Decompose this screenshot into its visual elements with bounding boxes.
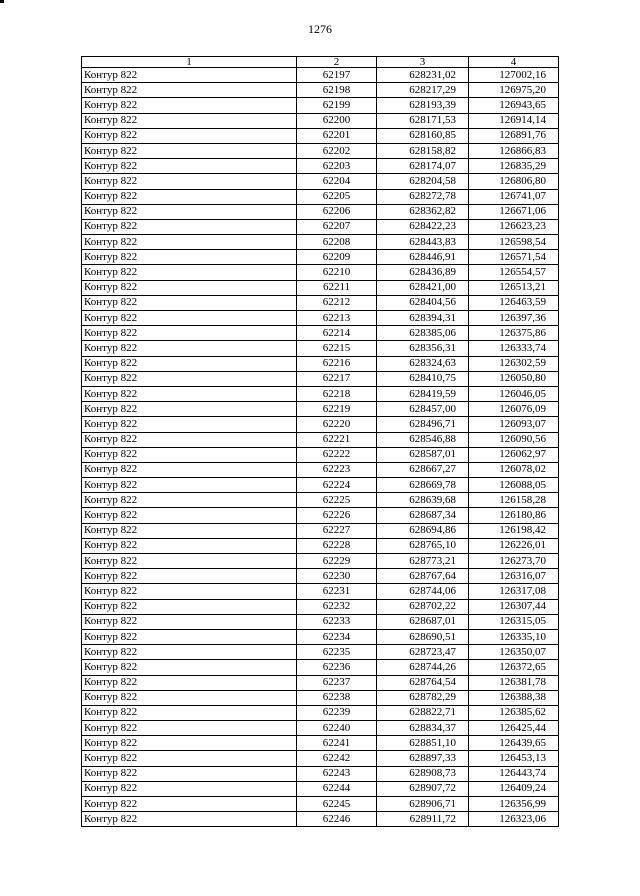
table-row [82,478,559,493]
y-coordinate-cell: 126513,21 [469,280,559,295]
x-coordinate-cell: 628687,01 [377,614,469,629]
table-row [82,447,559,462]
x-coordinate-cell: 628767,64 [377,569,469,584]
x-coordinate-cell: 628404,56 [377,295,469,310]
column-header: 4 [469,57,559,68]
table-row [82,128,559,143]
table-row [82,584,559,599]
contour-name-cell: Контур 822 [82,447,297,462]
point-number-cell: 62221 [297,432,377,447]
contour-name-cell: Контур 822 [82,295,297,310]
x-coordinate-cell: 628204,58 [377,174,469,189]
point-number-cell: 62223 [297,462,377,477]
y-coordinate-cell: 126078,02 [469,462,559,477]
y-coordinate-cell: 126835,29 [469,159,559,174]
table-row [82,265,559,280]
contour-name-cell: Контур 822 [82,417,297,432]
point-number-cell: 62230 [297,569,377,584]
y-coordinate-cell: 126453,13 [469,751,559,766]
table-row [82,675,559,690]
table-row [82,113,559,128]
x-coordinate-cell: 628174,07 [377,159,469,174]
point-number-cell: 62246 [297,812,377,827]
point-number-cell: 62211 [297,280,377,295]
x-coordinate-cell: 628446,91 [377,250,469,265]
table-row [82,386,559,401]
column-header: 2 [297,57,377,68]
x-coordinate-cell: 628639,68 [377,493,469,508]
table-row [82,83,559,98]
y-coordinate-cell: 126350,07 [469,645,559,660]
table-row [82,356,559,371]
contour-name-cell: Контур 822 [82,113,297,128]
contour-name-cell: Контур 822 [82,629,297,644]
x-coordinate-cell: 628419,59 [377,386,469,401]
contour-name-cell: Контур 822 [82,250,297,265]
y-coordinate-cell: 126050,80 [469,371,559,386]
point-number-cell: 62212 [297,295,377,310]
point-number-cell: 62243 [297,766,377,781]
x-coordinate-cell: 628422,23 [377,219,469,234]
contour-name-cell: Контур 822 [82,386,297,401]
table-row [82,766,559,781]
table-row [82,159,559,174]
point-number-cell: 62229 [297,554,377,569]
contour-name-cell: Контур 822 [82,781,297,796]
y-coordinate-cell: 126891,76 [469,128,559,143]
point-number-cell: 62225 [297,493,377,508]
contour-name-cell: Контур 822 [82,143,297,158]
contour-name-cell: Контур 822 [82,599,297,614]
x-coordinate-cell: 628773,21 [377,554,469,569]
x-coordinate-cell: 628744,06 [377,584,469,599]
y-coordinate-cell: 126598,54 [469,235,559,250]
x-coordinate-cell: 628694,86 [377,523,469,538]
column-header: 1 [82,57,297,68]
table-row [82,569,559,584]
point-number-cell: 62203 [297,159,377,174]
table-row [82,629,559,644]
table-row [82,508,559,523]
point-number-cell: 62238 [297,690,377,705]
contour-name-cell: Контур 822 [82,98,297,113]
x-coordinate-cell: 628667,27 [377,462,469,477]
x-coordinate-cell: 628356,31 [377,341,469,356]
table-row [82,341,559,356]
point-number-cell: 62236 [297,660,377,675]
contour-name-cell: Контур 822 [82,569,297,584]
table-row [82,705,559,720]
table-row [82,189,559,204]
x-coordinate-cell: 628546,88 [377,432,469,447]
y-coordinate-cell: 126397,36 [469,311,559,326]
contour-name-cell: Контур 822 [82,614,297,629]
contour-name-cell: Контур 822 [82,204,297,219]
x-coordinate-cell: 628834,37 [377,721,469,736]
y-coordinate-cell: 126425,44 [469,721,559,736]
point-number-cell: 62240 [297,721,377,736]
point-number-cell: 62205 [297,189,377,204]
point-number-cell: 62200 [297,113,377,128]
table-body [82,57,559,827]
x-coordinate-cell: 628723,47 [377,645,469,660]
point-number-cell: 62226 [297,508,377,523]
y-coordinate-cell: 126463,59 [469,295,559,310]
contour-name-cell: Контур 822 [82,402,297,417]
y-coordinate-cell: 126180,86 [469,508,559,523]
contour-name-cell: Контур 822 [82,311,297,326]
point-number-cell: 62209 [297,250,377,265]
x-coordinate-cell: 628231,02 [377,68,469,83]
x-coordinate-cell: 628272,78 [377,189,469,204]
table-row [82,493,559,508]
contour-name-cell: Контур 822 [82,584,297,599]
x-coordinate-cell: 628496,71 [377,417,469,432]
point-number-cell: 62214 [297,326,377,341]
table-row [82,219,559,234]
table-row [82,417,559,432]
y-coordinate-cell: 126554,57 [469,265,559,280]
point-number-cell: 62199 [297,98,377,113]
x-coordinate-cell: 628744,26 [377,660,469,675]
point-number-cell: 62213 [297,311,377,326]
table-row [82,68,559,83]
y-coordinate-cell: 126323,06 [469,812,559,827]
contour-name-cell: Контур 822 [82,721,297,736]
y-coordinate-cell: 126062,97 [469,447,559,462]
contour-name-cell: Контур 822 [82,68,297,83]
point-number-cell: 62210 [297,265,377,280]
contour-name-cell: Контур 822 [82,660,297,675]
x-coordinate-cell: 628193,39 [377,98,469,113]
y-coordinate-cell: 126409,24 [469,781,559,796]
y-coordinate-cell: 126975,20 [469,83,559,98]
y-coordinate-cell: 127002,16 [469,68,559,83]
x-coordinate-cell: 628457,00 [377,402,469,417]
x-coordinate-cell: 628907,72 [377,781,469,796]
contour-name-cell: Контур 822 [82,797,297,812]
table-row [82,295,559,310]
y-coordinate-cell: 126806,80 [469,174,559,189]
point-number-cell: 62202 [297,143,377,158]
page-number: 1276 [308,22,332,36]
y-coordinate-cell: 126317,08 [469,584,559,599]
y-coordinate-cell: 126914,14 [469,113,559,128]
contour-name-cell: Контур 822 [82,462,297,477]
x-coordinate-cell: 628324,63 [377,356,469,371]
x-coordinate-cell: 628394,31 [377,311,469,326]
x-coordinate-cell: 628822,71 [377,705,469,720]
point-number-cell: 62208 [297,235,377,250]
point-number-cell: 62218 [297,386,377,401]
y-coordinate-cell: 126375,86 [469,326,559,341]
contour-name-cell: Контур 822 [82,523,297,538]
point-number-cell: 62239 [297,705,377,720]
table-row [82,660,559,675]
point-number-cell: 62220 [297,417,377,432]
y-coordinate-cell: 126307,44 [469,599,559,614]
x-coordinate-cell: 628587,01 [377,447,469,462]
contour-name-cell: Контур 822 [82,235,297,250]
contour-name-cell: Контур 822 [82,83,297,98]
y-coordinate-cell: 126356,99 [469,797,559,812]
y-coordinate-cell: 126093,07 [469,417,559,432]
y-coordinate-cell: 126388,38 [469,690,559,705]
contour-name-cell: Контур 822 [82,751,297,766]
contour-name-cell: Контур 822 [82,538,297,553]
y-coordinate-cell: 126088,05 [469,478,559,493]
table-row [82,751,559,766]
x-coordinate-cell: 628690,51 [377,629,469,644]
contour-name-cell: Контур 822 [82,356,297,371]
x-coordinate-cell: 628764,54 [377,675,469,690]
point-number-cell: 62245 [297,797,377,812]
x-coordinate-cell: 628160,85 [377,128,469,143]
y-coordinate-cell: 126671,06 [469,204,559,219]
column-header: 3 [377,57,469,68]
y-coordinate-cell: 126439,65 [469,736,559,751]
y-coordinate-cell: 126741,07 [469,189,559,204]
x-coordinate-cell: 628421,00 [377,280,469,295]
x-coordinate-cell: 628765,10 [377,538,469,553]
contour-name-cell: Контур 822 [82,736,297,751]
point-number-cell: 62216 [297,356,377,371]
table-row [82,554,559,569]
contour-name-cell: Контур 822 [82,554,297,569]
y-coordinate-cell: 126443,74 [469,766,559,781]
table-row [82,432,559,447]
x-coordinate-cell: 628217,29 [377,83,469,98]
y-coordinate-cell: 126273,70 [469,554,559,569]
table-row [82,98,559,113]
x-coordinate-cell: 628669,78 [377,478,469,493]
y-coordinate-cell: 126385,62 [469,705,559,720]
table-row [82,523,559,538]
table-row [82,371,559,386]
x-coordinate-cell: 628687,34 [377,508,469,523]
x-coordinate-cell: 628908,73 [377,766,469,781]
contour-name-cell: Контур 822 [82,508,297,523]
table-row [82,311,559,326]
point-number-cell: 62204 [297,174,377,189]
point-number-cell: 62234 [297,629,377,644]
y-coordinate-cell: 126372,65 [469,660,559,675]
x-coordinate-cell: 628782,29 [377,690,469,705]
contour-name-cell: Контур 822 [82,371,297,386]
contour-name-cell: Контур 822 [82,128,297,143]
coordinates-table [81,56,559,827]
table-row [82,174,559,189]
y-coordinate-cell: 126333,74 [469,341,559,356]
y-coordinate-cell: 126090,56 [469,432,559,447]
y-coordinate-cell: 126076,09 [469,402,559,417]
y-coordinate-cell: 126198,42 [469,523,559,538]
table-row [82,797,559,812]
contour-name-cell: Контур 822 [82,265,297,280]
point-number-cell: 62219 [297,402,377,417]
contour-name-cell: Контур 822 [82,690,297,705]
point-number-cell: 62237 [297,675,377,690]
y-coordinate-cell: 126866,83 [469,143,559,158]
x-coordinate-cell: 628436,89 [377,265,469,280]
table-row [82,736,559,751]
point-number-cell: 62241 [297,736,377,751]
x-coordinate-cell: 628911,72 [377,812,469,827]
contour-name-cell: Контур 822 [82,219,297,234]
table-row [82,721,559,736]
point-number-cell: 62215 [297,341,377,356]
point-number-cell: 62201 [297,128,377,143]
x-coordinate-cell: 628362,82 [377,204,469,219]
x-coordinate-cell: 628385,06 [377,326,469,341]
table-header-row [82,57,559,68]
point-number-cell: 62206 [297,204,377,219]
point-number-cell: 62228 [297,538,377,553]
table-row [82,143,559,158]
table-row [82,204,559,219]
contour-name-cell: Контур 822 [82,326,297,341]
table-row [82,326,559,341]
table-row [82,250,559,265]
contour-name-cell: Контур 822 [82,174,297,189]
x-coordinate-cell: 628158,82 [377,143,469,158]
contour-name-cell: Контур 822 [82,280,297,295]
table-row [82,812,559,827]
table-row [82,690,559,705]
y-coordinate-cell: 126158,28 [469,493,559,508]
contour-name-cell: Контур 822 [82,705,297,720]
y-coordinate-cell: 126226,01 [469,538,559,553]
contour-name-cell: Контур 822 [82,812,297,827]
point-number-cell: 62235 [297,645,377,660]
corner-mark [0,0,4,3]
point-number-cell: 62198 [297,83,377,98]
y-coordinate-cell: 126316,07 [469,569,559,584]
x-coordinate-cell: 628906,71 [377,797,469,812]
y-coordinate-cell: 126315,05 [469,614,559,629]
table-row [82,280,559,295]
x-coordinate-cell: 628851,10 [377,736,469,751]
y-coordinate-cell: 126623,23 [469,219,559,234]
contour-name-cell: Контур 822 [82,645,297,660]
point-number-cell: 62197 [297,68,377,83]
table-row [82,599,559,614]
x-coordinate-cell: 628443,83 [377,235,469,250]
x-coordinate-cell: 628702,22 [377,599,469,614]
table-row [82,614,559,629]
table-row [82,235,559,250]
contour-name-cell: Контур 822 [82,493,297,508]
table-row [82,462,559,477]
y-coordinate-cell: 126302,59 [469,356,559,371]
point-number-cell: 62217 [297,371,377,386]
point-number-cell: 62233 [297,614,377,629]
contour-name-cell: Контур 822 [82,341,297,356]
contour-name-cell: Контур 822 [82,432,297,447]
y-coordinate-cell: 126381,78 [469,675,559,690]
table-row [82,781,559,796]
x-coordinate-cell: 628897,33 [377,751,469,766]
point-number-cell: 62232 [297,599,377,614]
x-coordinate-cell: 628410,75 [377,371,469,386]
point-number-cell: 62224 [297,478,377,493]
y-coordinate-cell: 126046,05 [469,386,559,401]
point-number-cell: 62242 [297,751,377,766]
table-row [82,538,559,553]
contour-name-cell: Контур 822 [82,675,297,690]
point-number-cell: 62222 [297,447,377,462]
y-coordinate-cell: 126571,54 [469,250,559,265]
y-coordinate-cell: 126943,65 [469,98,559,113]
table-row [82,645,559,660]
y-coordinate-cell: 126335,10 [469,629,559,644]
point-number-cell: 62207 [297,219,377,234]
contour-name-cell: Контур 822 [82,766,297,781]
point-number-cell: 62244 [297,781,377,796]
point-number-cell: 62227 [297,523,377,538]
contour-name-cell: Контур 822 [82,189,297,204]
point-number-cell: 62231 [297,584,377,599]
contour-name-cell: Контур 822 [82,159,297,174]
contour-name-cell: Контур 822 [82,478,297,493]
x-coordinate-cell: 628171,53 [377,113,469,128]
table-row [82,402,559,417]
